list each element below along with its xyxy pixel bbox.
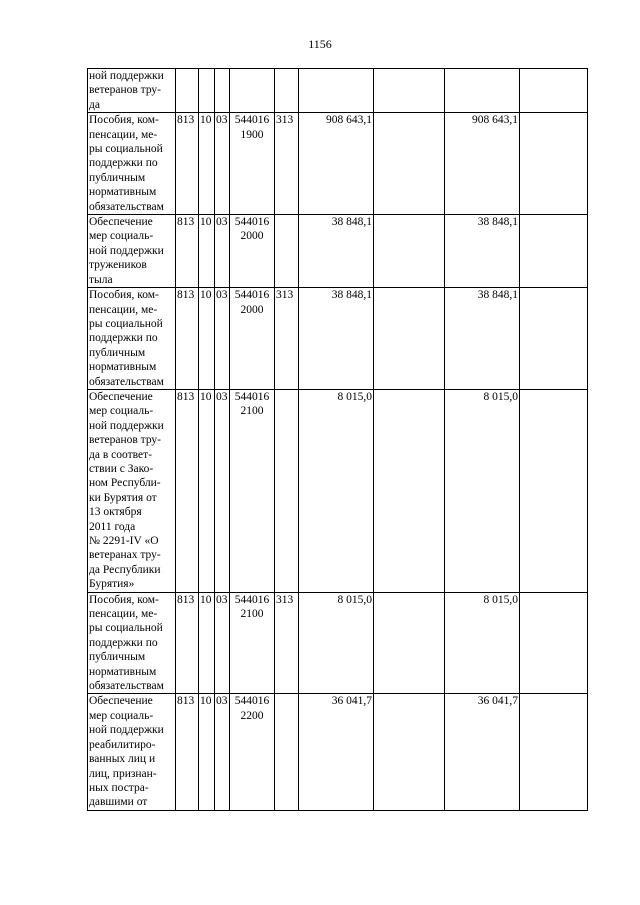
total-amount-cell	[445, 69, 520, 113]
item-name-line: реабилитиро-	[89, 738, 156, 751]
amount-cell: 8 015,0	[299, 389, 374, 592]
item-name-line: ветеранах тру-	[89, 549, 161, 562]
section-code-cell: 10	[199, 592, 215, 694]
item-name-line: нормативным	[89, 665, 157, 678]
item-name-line: тружеников	[89, 259, 147, 272]
target-article-cell: 544016 2000	[230, 288, 275, 390]
item-name-line: Пособия, ком-	[89, 593, 159, 606]
section-code-cell	[199, 69, 215, 113]
table-row	[88, 288, 588, 390]
admin-code-cell	[176, 69, 199, 113]
item-name-cell	[88, 592, 176, 694]
item-name-line: ствии с Зако-	[89, 462, 154, 475]
amount-cell: 38 848,1	[299, 288, 374, 390]
total-amount-cell: 8 015,0	[445, 592, 520, 694]
item-name-line: ной поддержки	[89, 419, 164, 432]
trailing-cell	[520, 389, 588, 592]
item-name-line: давшими от	[89, 796, 148, 809]
item-name-line: ры социальной	[89, 317, 163, 330]
expense-type-cell: 313	[275, 288, 299, 390]
item-name-line: публичным	[89, 346, 146, 359]
section-code-cell: 10	[199, 694, 215, 810]
item-name-line: нормативным	[89, 361, 157, 374]
amount-cell: 8 015,0	[299, 592, 374, 694]
subsection-code-cell	[215, 69, 230, 113]
item-name-line: обязательствам	[89, 680, 164, 693]
table-row	[88, 215, 588, 288]
amount-cell: 36 041,7	[299, 694, 374, 810]
target-article-cell	[230, 69, 275, 113]
section-code-cell: 10	[199, 215, 215, 288]
admin-code-cell: 813	[176, 113, 199, 215]
empty-amount-cell	[374, 592, 445, 694]
admin-code-cell: 813	[176, 288, 199, 390]
empty-amount-cell	[374, 694, 445, 810]
table-row	[88, 113, 588, 215]
expense-type-cell: 313	[275, 113, 299, 215]
page-number: 1156	[308, 37, 332, 51]
expense-type-cell	[275, 215, 299, 288]
item-name-line: да в соответ-	[89, 448, 152, 461]
table-row	[88, 389, 588, 592]
item-name-line: ной поддержки	[89, 70, 164, 82]
item-name-line: публичным	[89, 651, 146, 664]
target-article-cell: 544016 2200	[230, 694, 275, 810]
target-article-cell: 544016 2000	[230, 215, 275, 288]
section-code-cell: 10	[199, 288, 215, 390]
item-name-line: ки Бурятия от	[89, 491, 157, 504]
item-name-line: мер социаль-	[89, 405, 154, 418]
item-name-line: Обеспечение	[89, 216, 153, 229]
item-name-line: нормативным	[89, 186, 157, 199]
trailing-cell	[520, 592, 588, 694]
item-name-line: лиц, признан-	[89, 767, 157, 780]
item-name-line: поддержки по	[89, 332, 158, 345]
item-name-line: ной поддержки	[89, 724, 164, 737]
item-name-cell	[88, 288, 176, 390]
item-name-line: Пособия, ком-	[89, 114, 159, 127]
item-name-line: ных постра-	[89, 781, 149, 794]
table-row	[88, 694, 588, 810]
item-name-line: ры социальной	[89, 622, 163, 635]
item-name-line: поддержки по	[89, 636, 158, 649]
empty-amount-cell	[374, 389, 445, 592]
item-name-line: обязательствам	[89, 375, 164, 388]
expense-type-cell	[275, 389, 299, 592]
item-name-line: тыла	[89, 273, 113, 286]
subsection-code-cell: 03	[215, 113, 230, 215]
item-name-cell	[88, 215, 176, 288]
item-name-line: да Республики	[89, 563, 161, 576]
empty-amount-cell	[374, 69, 445, 113]
item-name-line: поддержки по	[89, 157, 158, 170]
table-row	[88, 592, 588, 694]
section-code-cell: 10	[199, 389, 215, 592]
item-name-line: ном Республи-	[89, 477, 161, 490]
table-row	[88, 69, 588, 113]
trailing-cell	[520, 694, 588, 810]
item-name-line: Обеспечение	[89, 695, 153, 708]
item-name-line: 13 октября	[89, 506, 142, 519]
target-article-cell: 544016 2100	[230, 389, 275, 592]
expense-type-cell	[275, 69, 299, 113]
amount-cell: 38 848,1	[299, 215, 374, 288]
trailing-cell	[520, 69, 588, 113]
total-amount-cell: 38 848,1	[445, 215, 520, 288]
admin-code-cell: 813	[176, 694, 199, 810]
admin-code-cell: 813	[176, 592, 199, 694]
empty-amount-cell	[374, 113, 445, 215]
admin-code-cell: 813	[176, 389, 199, 592]
budget-table	[87, 68, 588, 811]
trailing-cell	[520, 288, 588, 390]
item-name-line: Обеспечение	[89, 390, 153, 403]
item-name-line: ной поддержки	[89, 244, 164, 257]
item-name-line: да	[89, 98, 100, 111]
item-name-line: 2011 года	[89, 520, 136, 533]
item-name-line: мер социаль-	[89, 709, 154, 722]
subsection-code-cell: 03	[215, 288, 230, 390]
item-name-line: ванных лиц и	[89, 753, 156, 766]
item-name-line: ветеранов тру-	[89, 434, 162, 447]
item-name-line: ветеранов тру-	[89, 84, 162, 97]
amount-cell	[299, 69, 374, 113]
subsection-code-cell: 03	[215, 215, 230, 288]
item-name-cell	[88, 113, 176, 215]
table-body	[88, 69, 588, 811]
item-name-line: ры социальной	[89, 143, 163, 156]
item-name-line: пенсации, ме-	[89, 608, 158, 621]
item-name-cell	[88, 389, 176, 592]
subsection-code-cell: 03	[215, 389, 230, 592]
empty-amount-cell	[374, 288, 445, 390]
target-article-cell: 544016 2100	[230, 592, 275, 694]
section-code-cell: 10	[199, 113, 215, 215]
item-name-cell	[88, 694, 176, 810]
item-name-line: обязательствам	[89, 200, 164, 213]
admin-code-cell: 813	[176, 215, 199, 288]
expense-type-cell: 313	[275, 592, 299, 694]
item-name-line: № 2291-IV «О	[89, 535, 159, 547]
subsection-code-cell: 03	[215, 592, 230, 694]
item-name-line: публичным	[89, 171, 146, 184]
item-name-line: Пособия, ком-	[89, 289, 159, 302]
target-article-cell: 544016 1900	[230, 113, 275, 215]
amount-cell: 908 643,1	[299, 113, 374, 215]
item-name-line: мер социаль-	[89, 230, 154, 243]
total-amount-cell: 38 848,1	[445, 288, 520, 390]
item-name-line: пенсации, ме-	[89, 303, 158, 316]
item-name-line: Бурятия»	[89, 578, 135, 591]
item-name-line: пенсации, ме-	[89, 128, 158, 141]
empty-amount-cell	[374, 215, 445, 288]
expense-type-cell	[275, 694, 299, 810]
total-amount-cell: 908 643,1	[445, 113, 520, 215]
total-amount-cell: 8 015,0	[445, 389, 520, 592]
total-amount-cell: 36 041,7	[445, 694, 520, 810]
trailing-cell	[520, 113, 588, 215]
item-name-cell	[88, 69, 176, 113]
trailing-cell	[520, 215, 588, 288]
subsection-code-cell: 03	[215, 694, 230, 810]
